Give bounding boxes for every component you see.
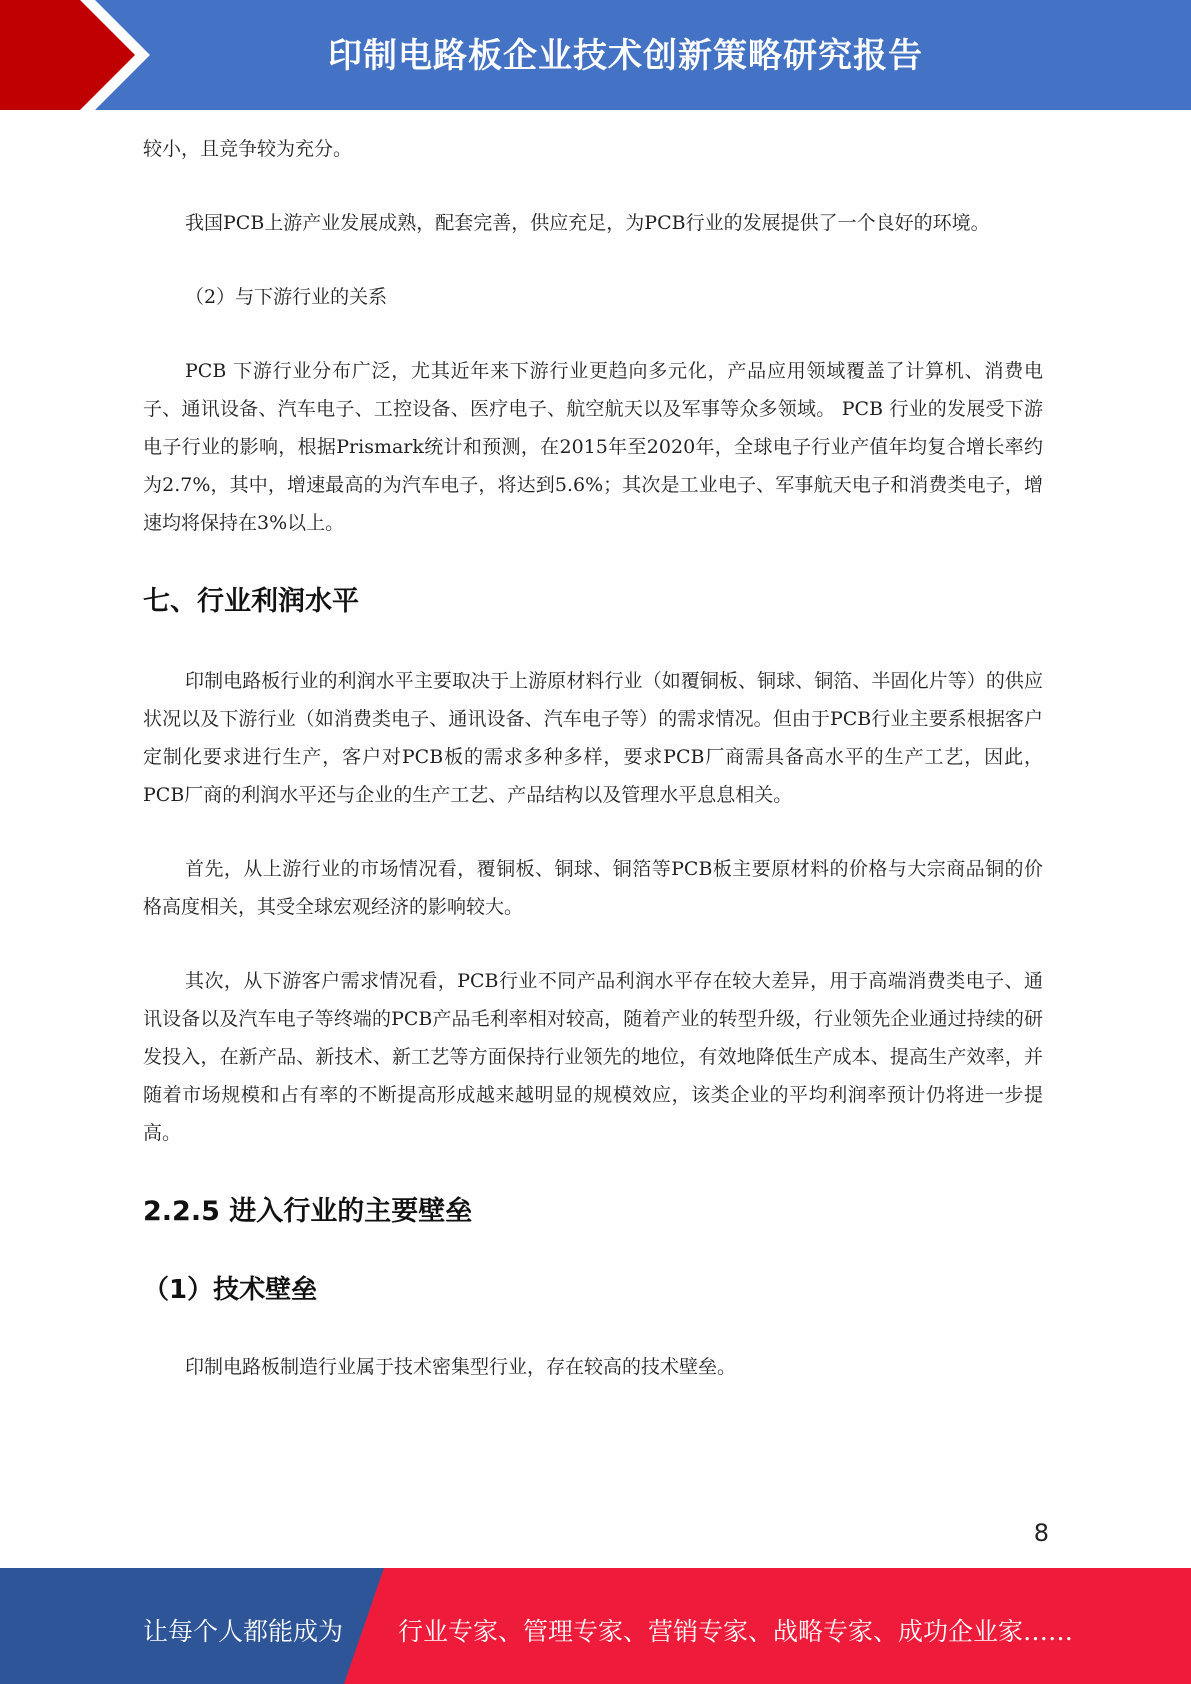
paragraph: 首先，从上游行业的市场情况看，覆铜板、铜球、铜箔等PCB板主要原材料的价格与大宗商品铜的价格高度相关，其受全球宏观经济的影响较大。 xyxy=(143,858,1043,918)
subsection-heading: （1）技术壁垒 xyxy=(143,1275,318,1305)
paragraph: PCB 下游行业分布广泛，尤其近年来下游行业更趋向多元化，产品应用领域覆盖了计算机、消费电子、通讯设备、汽车电子、工控设备、医疗电子、航空航天以及军事等众多领域。 PCB 行业的发展受下游电子行业的影响，根据Prismark统计和预测，在2015年至2020年，全球电子行业产值年均复合增长率约为2.7%，其中，增速最高的为汽车电子，将达到5.6%；其次是工业电子、军事航天电子和消费类电子，增速均将保持在3%以上。 xyxy=(143,360,1043,534)
subheading-downstream: （2）与下游行业的关系 xyxy=(185,286,388,308)
paragraph: 其次，从下游客户需求情况看，PCB行业不同产品利润水平存在较大差异，用于高端消费类电子、通讯设备以及汽车电子等终端的PCB产品毛利率相对较高，随着产业的转型升级，行业领先企业通过持续的研发投入，在新产品、新技术、新工艺等方面保持行业领先的地位，有效地降低生产成本、提高生产效率，并随着市场规模和占有率的不断提高形成越来越明显的规模效应，该类企业的平均利润率预计仍将进一步提高。 xyxy=(143,970,1043,1144)
header-title: 印制电路板企业技术创新策略研究报告 xyxy=(328,36,923,76)
page-number: 8 xyxy=(1033,1519,1049,1547)
page-header xyxy=(0,0,1191,110)
paragraph: 印制电路板行业的利润水平主要取决于上游原材料行业（如覆铜板、铜球、铜箔、半固化片等）的供应状况以及下游行业（如消费类电子、通讯设备、汽车电子等）的需求情况。但由于PCB行业主要系根据客户定制化要求进行生产，客户对PCB板的需求多种多样，要求PCB厂商需具备高水平的生产工艺，因此，PCB厂商的利润水平还与企业的生产工艺、产品结构以及管理水平息息相关。 xyxy=(143,670,1043,806)
document-body xyxy=(143,130,1043,1386)
footer-slogan-left: 让每个人都能成为 xyxy=(143,1617,344,1646)
paragraph: 较小，且竞争较为充分。 xyxy=(143,138,353,160)
footer-slogan-right: 行业专家、管理专家、营销专家、战略专家、成功企业家…… xyxy=(398,1617,1074,1646)
page-footer xyxy=(0,1568,1191,1684)
section-heading: 七、行业利润水平 xyxy=(143,586,359,617)
paragraph: 我国PCB上游产业发展成熟，配套完善，供应充足，为PCB行业的发展提供了一个良好的环境。 xyxy=(185,212,990,234)
paragraph: 印制电路板制造行业属于技术密集型行业，存在较高的技术壁垒。 xyxy=(185,1356,737,1378)
section-heading: 2.2.5 进入行业的主要壁垒 xyxy=(143,1196,473,1227)
